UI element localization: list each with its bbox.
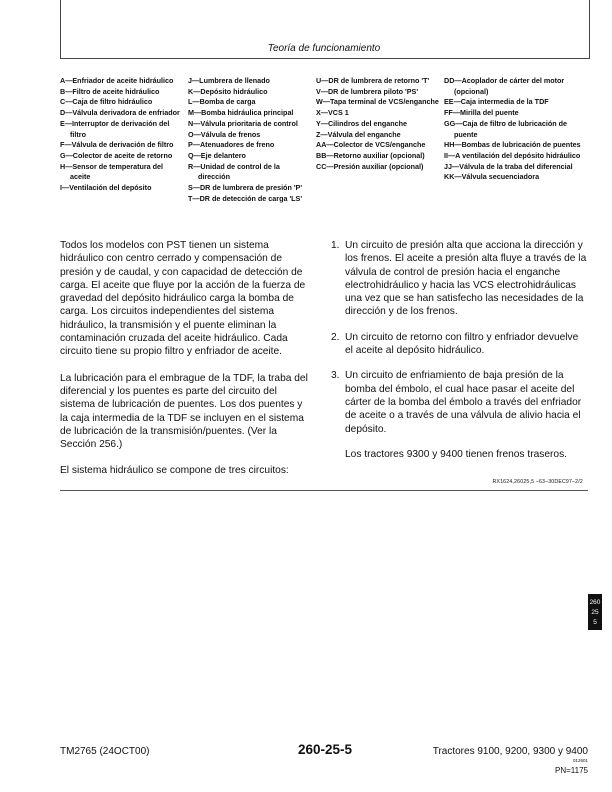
body-paragraph: La lubricación para el embrague de la TDF, la traba del diferencial y los puentes es parte del circuito del sistema de lubricación de puentes. Los dos puentes y la caja intermedia de la TDF se incluyen en el sistema de lubricación de la transmisión/puentes. (Ver la Sección 256.) [60, 372, 308, 451]
legend-item: I—Ventilación del depósito [60, 183, 152, 193]
legend-item: JJ—Válvula de la traba del diferencial [444, 161, 573, 171]
legend-item: Z—Válvula del enganche [316, 129, 401, 139]
legend-item: G—Colector de aceite de retorno [60, 150, 173, 160]
footer-manual-id: TM2765 (24OCT00) [60, 746, 150, 757]
circuit-item [331, 331, 588, 358]
circuit-number: 1. [331, 240, 340, 251]
legend-item: KK—Válvula secuenciadora [444, 172, 540, 182]
section-tab [588, 594, 602, 630]
legend-column-3 [316, 76, 441, 172]
circuit-text: Un circuito de enfriamiento de baja presión de la bomba del émbolo, el cual hace pasar el aceite del cárter de la bomba del émbolo a través del enfriador de aceite o a través de una válvula de alivio hacia el depósito. [345, 370, 582, 435]
legend-item: R—Unidad de control de la dirección [188, 161, 280, 182]
legend-item: AA—Colector de VCS/enganche [316, 140, 426, 150]
legend-item: A—Enfriador de aceite hidráulico [60, 76, 174, 85]
circuit-text: Un circuito de retorno con filtro y enfriador devuelve el aceite al depósito hidráulico. [345, 331, 579, 357]
section-tab-line: 5 [593, 619, 597, 626]
circuit-item [331, 239, 588, 319]
section-tab-line: 25 [591, 609, 599, 616]
legend-item: T—DR de detección de carga 'LS' [188, 193, 303, 203]
circuit-number: 2. [331, 331, 340, 343]
circuit-item [331, 369, 588, 435]
legend-item: N—Válvula prioritaria de control [188, 118, 298, 128]
legend-item: E—Interruptor de derivación del filtro [60, 118, 170, 139]
legend-column-4 [444, 76, 584, 183]
legend-item: H—Sensor de temperatura del aceite [60, 161, 164, 182]
legend-item: EE—Caja intermedia de la TDF [444, 97, 549, 107]
legend-item: D—Válvula derivadora de enfriador [60, 108, 180, 118]
legend-item: CC—Presión auxiliar (opcional) [316, 161, 424, 171]
body-paragraph: Todos los modelos con PST tienen un sistema hidráulico con centro cerrado y compensación de presión y de caudal, y con capacidad de detección de carga. El aceite que fluye por la acción de la fuerza de gravedad del depósito hidráulico carga la bomba de carga. Los circuitos independientes del sistema hidráulico, la transmisión y el puente eliminan la contaminación cruzada del aceite hidráulico. Cada circuito tiene su propio filtro y enfriador de aceite. [60, 240, 306, 358]
legend-item: O—Válvula de frenos [188, 129, 261, 139]
page-header-title: Teoría de funcionamiento [267, 43, 381, 54]
circuits-list [331, 239, 588, 461]
section-tab-line: 260 [589, 599, 601, 606]
legend-item: X—VCS 1 [316, 108, 349, 118]
legend-item: DD—Acoplador de cárter del motor (opcional) [444, 76, 565, 96]
legend-item: M—Bomba hidráulica principal [188, 108, 294, 118]
legend-column-1 [60, 76, 185, 194]
legend-item: U—DR de lumbrera de retorno 'T' [316, 76, 430, 85]
legend-item: L—Bomba de carga [188, 97, 256, 107]
body-paragraph: El sistema hidráulico se compone de tres circuitos: [60, 465, 289, 477]
legend-item: C—Caja de filtro hidráulico [60, 97, 153, 107]
circuit-number: 3. [331, 370, 340, 382]
legend-item: J—Lumbrera de llenado [188, 76, 270, 85]
legend-item: W—Tapa terminal de VCS/enganche [316, 97, 439, 107]
legend-item: F—Válvula de derivación de filtro [60, 140, 174, 150]
circuit-text: Un circuito de presión alta que acciona la dirección y los frenos. El aceite a presión alta fluye a través de la válvula de control de presión hacia el enganche electrohidráulico y hacia las VCS electrohidráulicas una vez que se han satisfecho las necesidades de la dirección y de los frenos. [345, 240, 587, 318]
legend-item: B—Filtro de aceite hidráulico [60, 86, 160, 96]
legend-item: II—A ventilación del depósito hidráulico [444, 150, 581, 160]
footer-models: Tractores 9100, 9200, 9300 y 9400 [432, 746, 588, 757]
footer-pn: PN=1175 [555, 766, 588, 775]
legend-item: Q—Eje delantero [188, 150, 246, 160]
reference-code: RX1624,26025,5 –63–30DEC97–2/2 [492, 479, 583, 485]
legend-item: S—DR de lumbrera de presión 'P' [188, 183, 303, 193]
footer-code: 012601 [572, 758, 588, 763]
body-left-column [60, 239, 308, 491]
legend-item: P—Atenuadores de freno [188, 140, 275, 150]
legend-item: GG—Caja de filtro de lubricación de puente [444, 118, 568, 139]
legend-column-2 [188, 76, 313, 204]
legend-item: FF—Mirilla del puente [444, 108, 519, 118]
section-divider [60, 490, 588, 491]
legend-item: HH—Bombas de lubricación de puentes [444, 140, 581, 150]
legend-item: K—Depósito hidráulico [188, 86, 268, 96]
legend-item: Y—Cilindros del enganche [316, 118, 408, 128]
legend-item: V—DR de lumbrera piloto 'PS' [316, 86, 419, 96]
legend-item: BB—Retorno auxiliar (opcional) [316, 150, 425, 160]
brakes-note: Los tractores 9300 y 9400 tienen frenos traseros. [345, 448, 567, 460]
footer-page-number: 260-25-5 [297, 742, 353, 757]
